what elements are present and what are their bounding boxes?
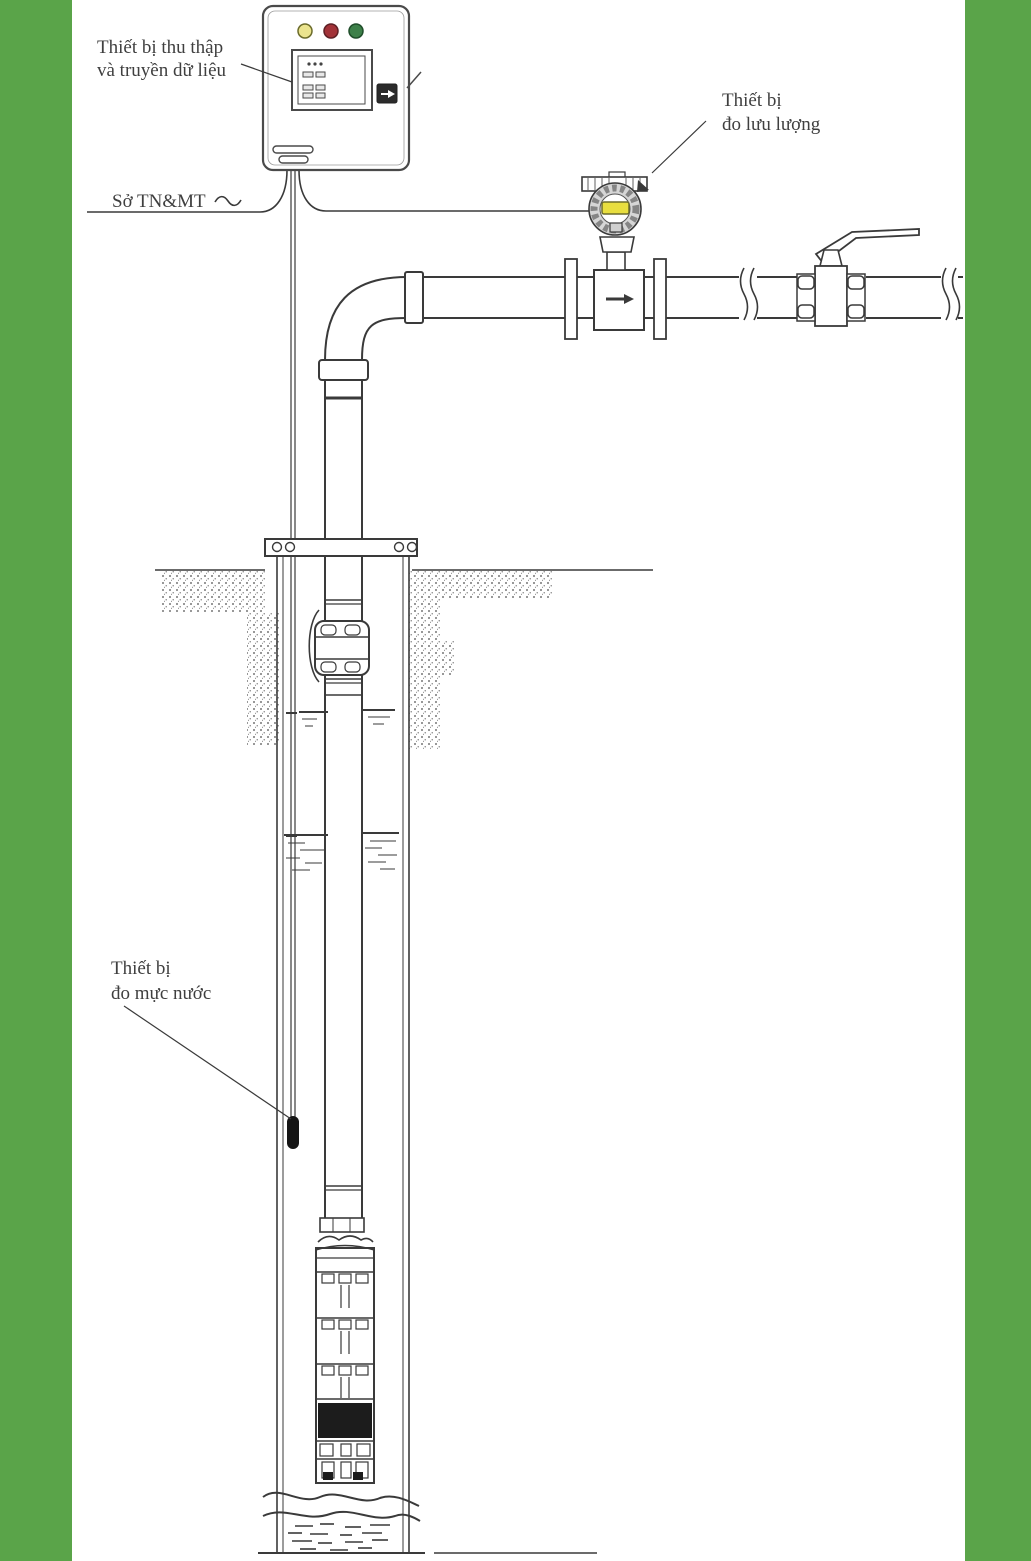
flow-meter-leader-line [652, 121, 706, 173]
tilde-icon [215, 197, 241, 206]
transmitter-stem [607, 252, 625, 270]
dynamic-water-level [284, 833, 399, 870]
pipe-break-icon [741, 268, 748, 320]
break-wave [263, 1512, 420, 1521]
datalogger-display [292, 50, 372, 110]
pipe-break-icon [943, 268, 950, 320]
wellhead [155, 539, 653, 750]
pipe-collar [405, 272, 423, 323]
submersible-pump [316, 1218, 374, 1483]
vent-slot [279, 156, 308, 163]
datalogger-label-line2: và truyền dữ liệu [97, 60, 227, 81]
soil-hatch [409, 598, 442, 750]
data-port-icon [377, 84, 397, 103]
green-led-icon [349, 24, 363, 38]
flow-meter-label-line2: đo lưu lượng [722, 114, 821, 135]
flange [565, 259, 577, 339]
cable-to-flow-meter [299, 170, 589, 211]
pipe-break-icon [953, 268, 960, 320]
valve-right-nut [847, 274, 865, 321]
pipe-break-icon [751, 268, 758, 320]
flow-meter-label-line1: Thiết bị [722, 90, 782, 111]
flange [654, 259, 666, 339]
valve-body [815, 266, 847, 326]
well-bottom [258, 1493, 597, 1553]
datalogger-label-line1: Thiết bị thu thập [97, 37, 224, 58]
level-sensor-label-line2: đo mực nước [111, 983, 212, 1004]
bolt-hole [273, 543, 282, 552]
break-wave [263, 1493, 419, 1506]
transmitter-neck [600, 237, 634, 252]
soil-hatch [247, 612, 281, 745]
static-water-level [286, 710, 395, 726]
right-green-border [965, 0, 1031, 1561]
bolt-hole [286, 543, 295, 552]
pump-motor [318, 1403, 372, 1438]
bolt-hole [395, 543, 404, 552]
transmitter-head [589, 183, 641, 235]
left-green-border [0, 0, 72, 1561]
red-led-icon [324, 24, 338, 38]
level-sensor-label-line1: Thiết bị [111, 958, 171, 979]
yellow-led-icon [298, 24, 312, 38]
department-label [112, 191, 241, 212]
flow-meter [565, 172, 666, 339]
soil-hatch [441, 640, 456, 675]
sediment-hatch [288, 1524, 390, 1550]
level-sensor-leader-line [124, 1006, 291, 1119]
level-sensor [111, 958, 299, 1149]
elbow-collar [319, 360, 368, 380]
riser-coupling [309, 610, 369, 682]
vent-slot [273, 146, 313, 153]
transmitter-display [602, 202, 629, 214]
soil-hatch [160, 571, 266, 612]
head-bottom-tab [610, 223, 622, 232]
flow-meter-label [652, 90, 821, 173]
elbow-inner [362, 318, 407, 360]
pump-top-scallop [318, 1236, 373, 1242]
valve-mount [820, 250, 842, 266]
valve-left-nut [797, 274, 815, 321]
soil-hatch [409, 571, 554, 598]
bolt-hole [408, 543, 417, 552]
department-label-text: Sở TN&MT [112, 191, 206, 212]
datalogger-box [263, 6, 421, 170]
level-sensor-probe [287, 1116, 299, 1149]
